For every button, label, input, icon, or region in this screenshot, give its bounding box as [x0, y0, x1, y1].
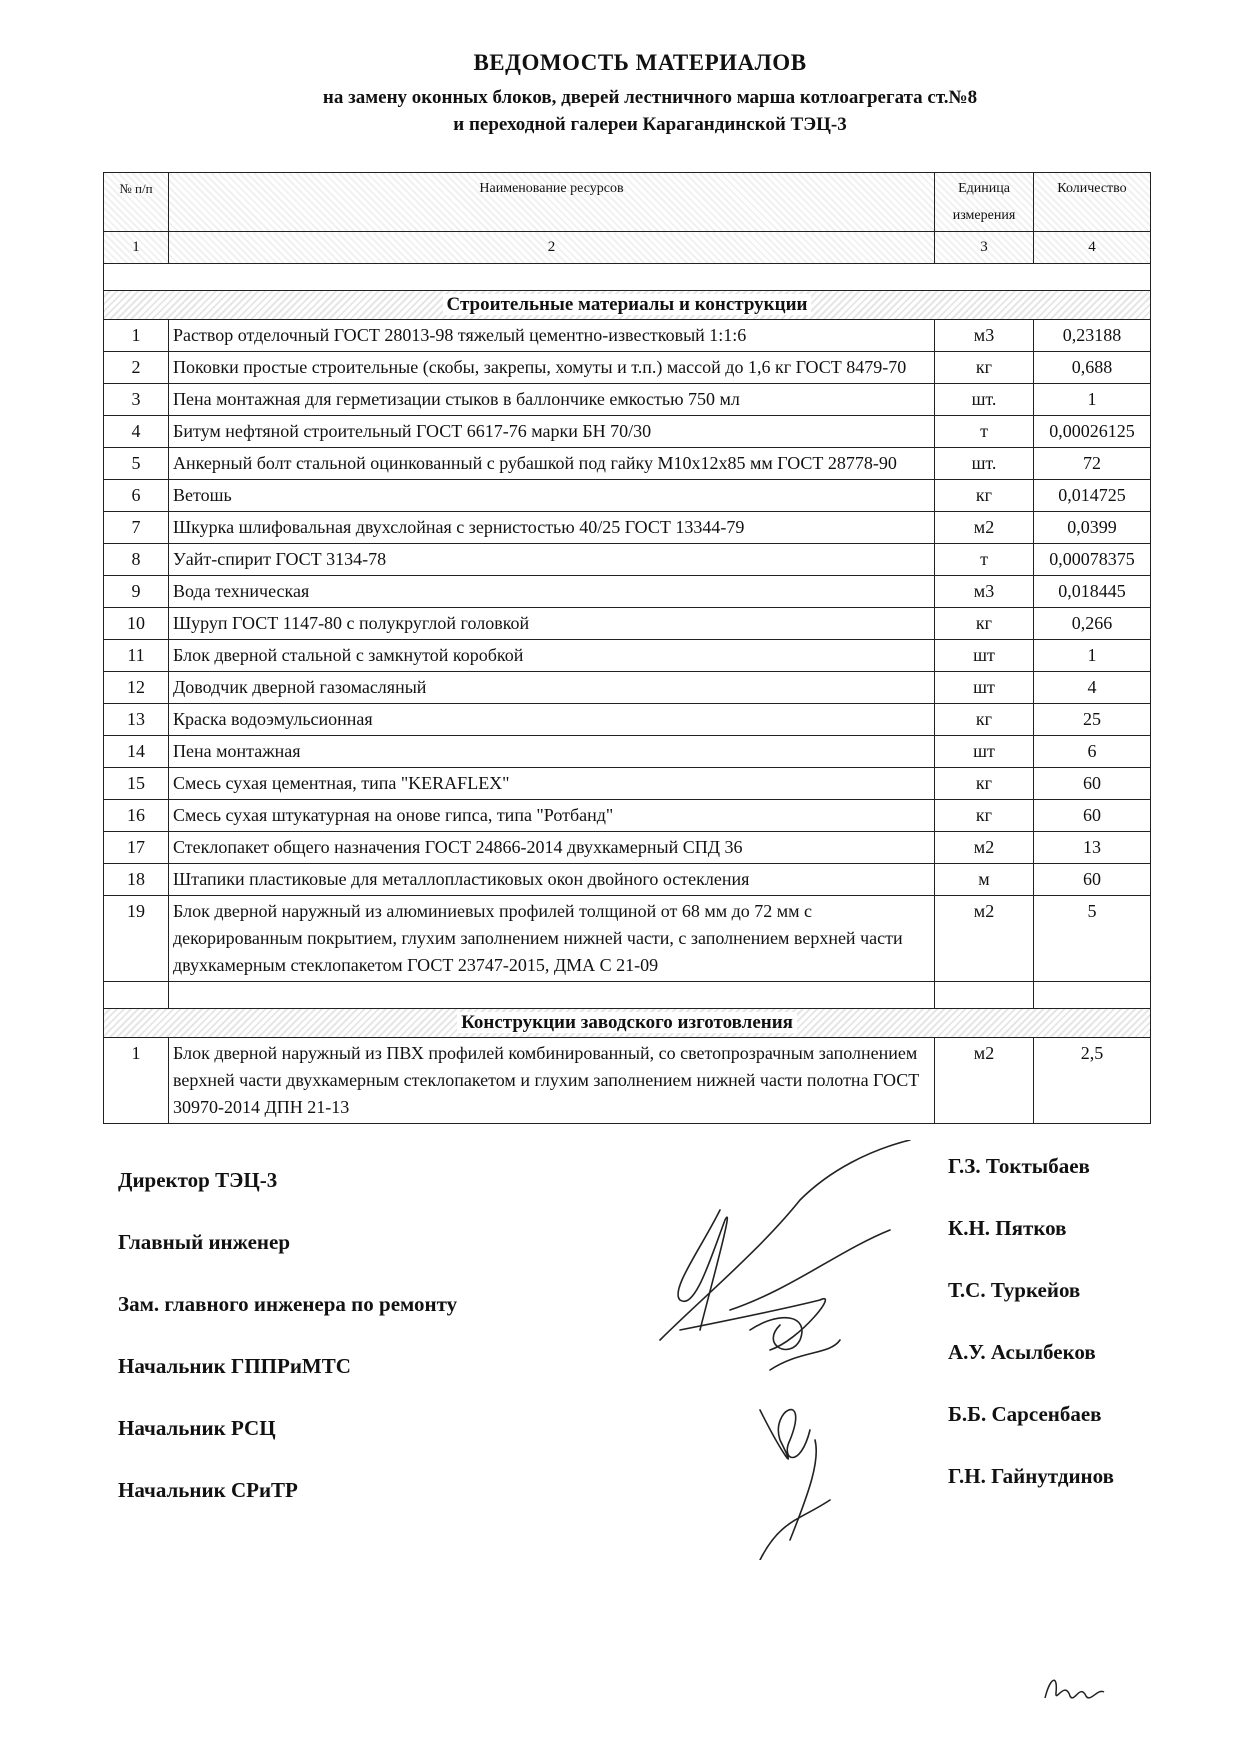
row-unit: т: [935, 416, 1034, 448]
handwritten-signatures: [640, 1140, 970, 1560]
row-quantity: 0,0399: [1034, 512, 1151, 544]
row-number: 19: [104, 896, 169, 982]
section-title: Строительные материалы и конструкции: [443, 294, 812, 315]
col-index-3: 3: [935, 232, 1034, 264]
row-name: Вода техническая: [169, 576, 935, 608]
row-unit: шт.: [935, 448, 1034, 480]
row-quantity: 1: [1034, 640, 1151, 672]
table-row: [104, 640, 1151, 672]
row-name: Пена монтажная: [169, 736, 935, 768]
row-name: Краска водоэмульсионная: [169, 704, 935, 736]
row-number: 11: [104, 640, 169, 672]
row-name: Смесь сухая цементная, типа "KERAFLEX": [169, 768, 935, 800]
row-unit: кг: [935, 480, 1034, 512]
table-row: [104, 832, 1151, 864]
row-number: 5: [104, 448, 169, 480]
row-unit: м: [935, 864, 1034, 896]
signatory-position: Начальник СРиТР: [118, 1478, 298, 1502]
row-quantity: 60: [1034, 768, 1151, 800]
row-name: Шуруп ГОСТ 1147-80 с полукруглой головкой: [169, 608, 935, 640]
row-unit: м2: [935, 1038, 1034, 1124]
row-name: Блок дверной стальной с замкнутой коробкой: [169, 640, 935, 672]
signatory-name: А.У. Асылбеков: [948, 1340, 1096, 1364]
row-number: 12: [104, 672, 169, 704]
section-row-factory-constructions: [104, 1009, 1151, 1038]
signatory-position: Директор ТЭЦ-3: [118, 1168, 278, 1192]
row-number: 1: [104, 1038, 169, 1124]
row-quantity: 0,688: [1034, 352, 1151, 384]
materials-table: [103, 172, 1151, 1124]
col-index-4: 4: [1034, 232, 1151, 264]
signature-row: [118, 1340, 1158, 1394]
row-quantity: 0,014725: [1034, 480, 1151, 512]
table-row: [104, 320, 1151, 352]
row-unit: м2: [935, 832, 1034, 864]
table-row: [104, 736, 1151, 768]
row-number: 10: [104, 608, 169, 640]
spacer-row: [104, 982, 1151, 1009]
row-name: Стеклопакет общего назначения ГОСТ 24866-2014 двухкамерный СПД 36: [169, 832, 935, 864]
row-unit: м3: [935, 320, 1034, 352]
signatory-position: Начальник РСЦ: [118, 1416, 276, 1440]
row-quantity: 6: [1034, 736, 1151, 768]
table-row: [104, 448, 1151, 480]
signatory-name: Т.С. Туркейов: [948, 1278, 1081, 1302]
row-unit: кг: [935, 608, 1034, 640]
signatory-name: Г.З. Токтыбаев: [948, 1154, 1090, 1178]
table-row: [104, 608, 1151, 640]
row-name: Смесь сухая штукатурная на онове гипса, типа "Ротбанд": [169, 800, 935, 832]
table-row: [104, 544, 1151, 576]
column-index-row: [104, 232, 1151, 264]
row-quantity: 5: [1034, 896, 1151, 982]
document-subtitle: [60, 84, 1240, 138]
table-row: [104, 768, 1151, 800]
header-num: № п/п: [104, 173, 169, 232]
row-number: 13: [104, 704, 169, 736]
row-name: Поковки простые строительные (скобы, закрепы, хомуты и т.п.) массой до 1,6 кг ГОСТ 8479-70: [169, 352, 935, 384]
table-row: [104, 1038, 1151, 1124]
row-unit: шт.: [935, 384, 1034, 416]
table-row: [104, 672, 1151, 704]
row-unit: шт: [935, 672, 1034, 704]
row-unit: м3: [935, 576, 1034, 608]
table-row: [104, 384, 1151, 416]
row-name: Пена монтажная для герметизации стыков в баллончике емкостью 750 мл: [169, 384, 935, 416]
row-name: Битум нефтяной строительный ГОСТ 6617-76 марки БН 70/30: [169, 416, 935, 448]
signatures-block: [118, 1154, 1158, 1528]
section-title: Конструкции заводского изготовления: [457, 1012, 797, 1033]
table-row: [104, 800, 1151, 832]
signatory-position: Зам. главного инженера по ремонту: [118, 1292, 458, 1316]
signature-row: [118, 1278, 1158, 1332]
row-unit: кг: [935, 768, 1034, 800]
signature-row: [118, 1216, 1158, 1270]
row-quantity: 0,018445: [1034, 576, 1151, 608]
row-number: 16: [104, 800, 169, 832]
row-unit: м2: [935, 896, 1034, 982]
table-row: [104, 480, 1151, 512]
row-name: Ветошь: [169, 480, 935, 512]
signature-row: [118, 1402, 1158, 1456]
row-unit: т: [935, 544, 1034, 576]
row-number: 7: [104, 512, 169, 544]
subtitle-line-2: и переходной галереи Карагандинской ТЭЦ-3: [453, 114, 847, 135]
section-row-construction-materials: [104, 291, 1151, 320]
document-header: [0, 50, 1240, 138]
row-unit: шт: [935, 736, 1034, 768]
signatory-name: К.Н. Пятков: [948, 1216, 1067, 1240]
signatory-position: Главный инженер: [118, 1230, 291, 1254]
row-number: 1: [104, 320, 169, 352]
signatory-name: Г.Н. Гайнутдинов: [948, 1464, 1114, 1488]
row-number: 6: [104, 480, 169, 512]
row-quantity: 1: [1034, 384, 1151, 416]
row-number: 2: [104, 352, 169, 384]
row-quantity: 13: [1034, 832, 1151, 864]
header-qty: Количество: [1034, 173, 1151, 232]
row-name: Уайт-спирит ГОСТ 3134-78: [169, 544, 935, 576]
row-quantity: 0,00026125: [1034, 416, 1151, 448]
table-row: [104, 512, 1151, 544]
row-number: 4: [104, 416, 169, 448]
row-name: Шкурка шлифовальная двухслойная с зернистостью 40/25 ГОСТ 13344-79: [169, 512, 935, 544]
row-unit: м2: [935, 512, 1034, 544]
table-row: [104, 416, 1151, 448]
row-name: Блок дверной наружный из алюминиевых профилей толщиной от 68 мм до 72 мм с декорированным покрытием, глухим заполнением нижней части, с заполнением верхней части двухкамерным стеклопакетом ГОСТ 23747-2015, ДМА С 21-09: [169, 896, 935, 982]
row-name: Доводчик дверной газомасляный: [169, 672, 935, 704]
table-row: [104, 864, 1151, 896]
row-number: 3: [104, 384, 169, 416]
table-row: [104, 352, 1151, 384]
row-unit: кг: [935, 352, 1034, 384]
spacer-row: [104, 264, 1151, 291]
row-number: 17: [104, 832, 169, 864]
row-name: Анкерный болт стальной оцинкованный с рубашкой под гайку М10х12х85 мм ГОСТ 28778-90: [169, 448, 935, 480]
col-index-1: 1: [104, 232, 169, 264]
page-initials: [1040, 1668, 1120, 1708]
row-number: 9: [104, 576, 169, 608]
signatory-position: Начальник ГППРиМТС: [118, 1354, 351, 1378]
document-title: ВЕДОМОСТЬ МАТЕРИАЛОВ: [473, 50, 807, 75]
signatory-name: Б.Б. Сарсенбаев: [948, 1402, 1102, 1426]
row-number: 18: [104, 864, 169, 896]
row-name: Блок дверной наружный из ПВХ профилей комбинированный, со светопрозрачным заполнением верхней части двухкамерным стеклопакетом и глухим заполнением нижней части полотна ГОСТ 30970-2014 ДПН 21-13: [169, 1038, 935, 1124]
row-name: Штапики пластиковые для металлопластиковых окон двойного остекления: [169, 864, 935, 896]
table-header-row: [104, 173, 1151, 232]
table-row: [104, 704, 1151, 736]
row-unit: шт: [935, 640, 1034, 672]
row-quantity: 72: [1034, 448, 1151, 480]
row-quantity: 2,5: [1034, 1038, 1151, 1124]
header-unit: Единица измерения: [935, 173, 1034, 232]
signature-row: [118, 1464, 1158, 1518]
table-row: [104, 576, 1151, 608]
header-name: Наименование ресурсов: [169, 173, 935, 232]
subtitle-line-1: на замену оконных блоков, дверей лестничного марша котлоагрегата ст.№8: [322, 87, 978, 108]
row-quantity: 60: [1034, 800, 1151, 832]
row-number: 8: [104, 544, 169, 576]
row-quantity: 4: [1034, 672, 1151, 704]
col-index-2: 2: [169, 232, 935, 264]
row-name: Раствор отделочный ГОСТ 28013-98 тяжелый цементно-известковый 1:1:6: [169, 320, 935, 352]
row-number: 14: [104, 736, 169, 768]
row-unit: кг: [935, 800, 1034, 832]
signature-row: [118, 1154, 1158, 1208]
row-quantity: 60: [1034, 864, 1151, 896]
row-quantity: 0,23188: [1034, 320, 1151, 352]
row-quantity: 0,00078375: [1034, 544, 1151, 576]
table-row: [104, 896, 1151, 982]
row-quantity: 25: [1034, 704, 1151, 736]
row-unit: кг: [935, 704, 1034, 736]
row-quantity: 0,266: [1034, 608, 1151, 640]
row-number: 15: [104, 768, 169, 800]
